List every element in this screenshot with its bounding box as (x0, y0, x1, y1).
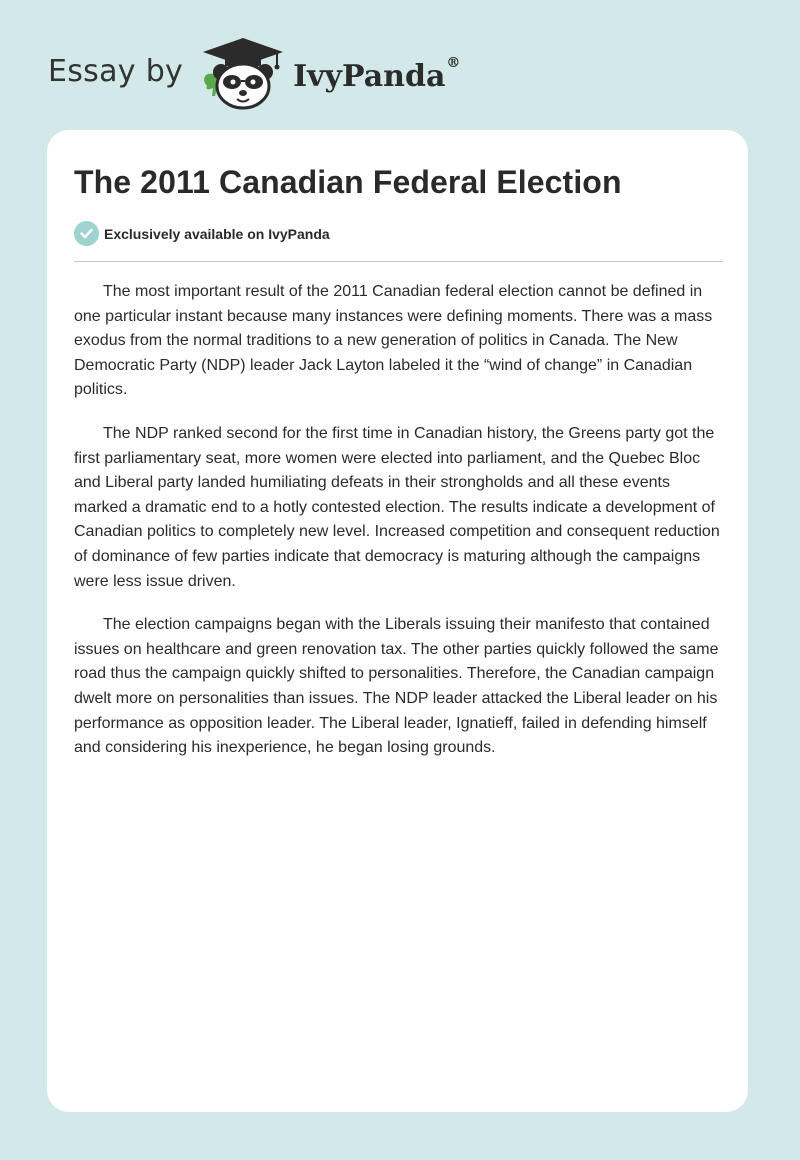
panda-logo-icon (197, 36, 289, 112)
article-body (74, 280, 724, 780)
page-title: The 2011 Canadian Federal Election (74, 164, 622, 200)
paragraph: The NDP ranked second for the first time in Canadian history, the Greens party got the first parliamentary seat, more women were elected into parliament, and the Quebec Bloc and Liberal party landed humiliating defeats in their strongholds and all these events marked a dramatic end to a hotly contested election. The results indicate a development of Canadian politics to completely new level. Increased competition and consequent reduction of dominance of few parties indicate that democracy is maturing although the campaigns were less issue driven. (74, 424, 720, 590)
check-circle-icon (74, 221, 99, 246)
badge-label: Exclusively available on IvyPanda (104, 225, 330, 242)
brand-label: IvyPanda (293, 58, 446, 94)
registered-mark: ® (446, 54, 461, 71)
essay-by-label: Essay by (48, 53, 184, 89)
article-card (47, 130, 748, 1112)
divider (74, 261, 723, 262)
paragraph: The election campaigns began with the Liberals issuing their manifesto that contained issues on healthcare and green renovation tax. The other parties quickly followed the same road thus the campaign quickly shifted to personalities. Therefore, the Canadian campaign dwelt more on personalities than issues. The NDP leader attacked the Liberal leader on his performance as opposition leader. The Liberal leader, Ignatieff, failed in defending himself and considering his inexperience, he began losing grounds. (74, 616, 719, 757)
paragraph: The most important result of the 2011 Canadian federal election cannot be defined in one particular instant because many instances were defining moments. There was a mass exodus from the normal traditions to a new generation of politics in Canada. The New Democratic Party (NDP) leader Jack Layton labeled it the “wind of change” in Canadian politics. (74, 283, 713, 399)
brand-name[interactable] (293, 54, 461, 94)
site-header (48, 34, 460, 114)
exclusive-badge (74, 221, 330, 246)
